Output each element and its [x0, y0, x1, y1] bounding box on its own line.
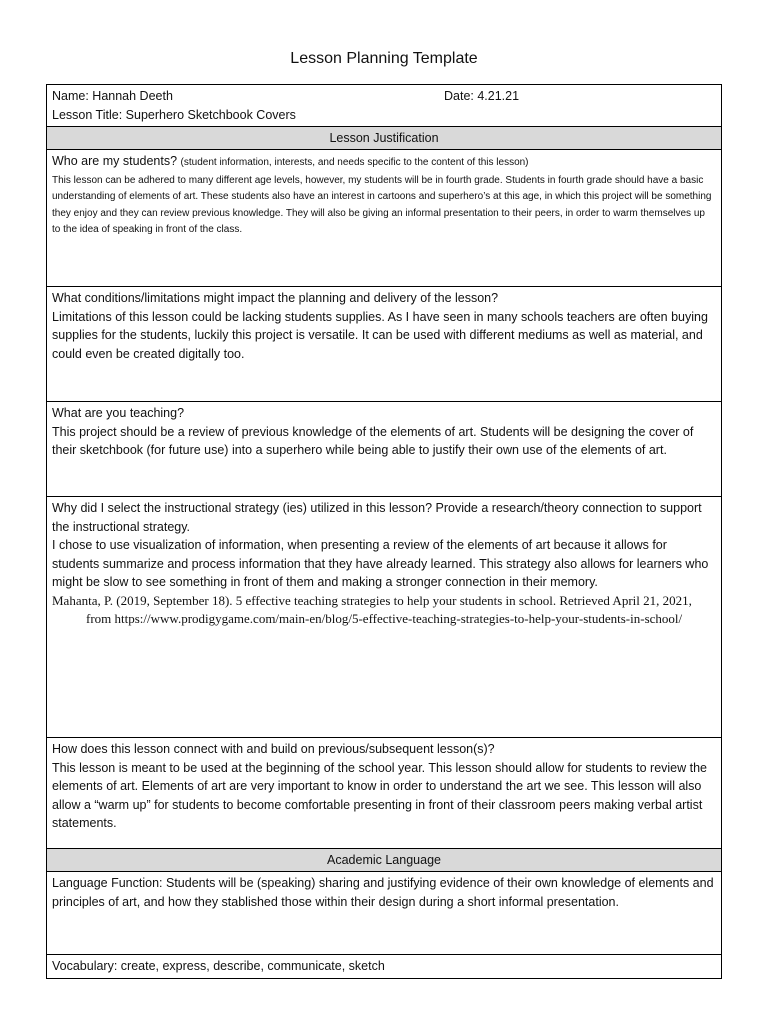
connection-row [47, 738, 722, 849]
vocabulary-text: Vocabulary: create, express, describe, communicate, sketch [52, 959, 385, 973]
strategy-answer: I chose to use visualization of information, when presenting a review of the elements of art because it allows for students summarize and process information that they have already learned. This strategy also allows for learners who might be slow to see something in front of them and making a stronger connection in their memory. [52, 538, 709, 589]
teaching-cell [47, 402, 722, 497]
students-row [47, 150, 722, 287]
strategy-cell [47, 497, 722, 738]
language-function-row [47, 872, 722, 955]
name-field: Name: Hannah Deeth [52, 89, 173, 103]
limitations-question: What conditions/limitations might impact the planning and delivery of the lesson? [52, 291, 499, 305]
limitations-row [47, 287, 722, 402]
teaching-answer: This project should be a review of previous knowledge of the elements of art. Students will be designing the cover of their sketchbook (for future use) into a superhero while being able to justify their own use of the elements of art. [52, 424, 694, 457]
teaching-row [47, 402, 722, 497]
students-cell [47, 150, 722, 287]
connection-answer: This lesson is meant to be used at the beginning of the school year. This lesson should allow for students to review the elements of art. Elements of art are very important to know in order to understand the art we see. This lesson will also allow a “warm up” for students to become comfortable presenting in front of their classroom peers making verbal artist statements. [52, 760, 708, 830]
language-function-text: Language Function: Students will be (speaking) sharing and justifying evidence of their own knowledge of elements and principles of art, and how they stablished those within their design during a short informal presentation. [52, 876, 714, 909]
connection-cell [47, 738, 722, 849]
header-cell [47, 85, 722, 127]
language-function-cell [47, 872, 722, 955]
students-question: Who are my students? [52, 154, 178, 168]
strategy-citation: Mahanta, P. (2019, September 18). 5 effective teaching strategies to help your students in school. Retrieved April 21, 2021, from https://www.prodigygame.com/main-en/blog/5-effective-teaching-strategies-to-help-your-students-in-school/ [52, 592, 692, 626]
section-heading-row [47, 127, 722, 150]
date-field: Date: 4.21.21 [444, 89, 520, 103]
lesson-title-field: Lesson Title: Superhero Sketchbook Covers [52, 107, 296, 122]
students-answer: This lesson can be adhered to many different age levels, however, my students will be in fourth grade. Students in fourth grade should have a basic understanding of elements of art. These students also have an interest in cartoons and superhero’s at this age, in which this project will be something they enjoy and they can review previous knowledge. They will also be giving an informal presentation to their peers, in order to warm themselves up to the idea of speaking in front of the class. [52, 174, 712, 235]
strategy-row [47, 497, 722, 738]
vocabulary-cell [47, 955, 722, 979]
limitations-answer: Limitations of this lesson could be lacking students supplies. As I have seen in many schools teachers are often buying supplies for the students, luckily this project is versatile. It can be used with different mediums as well as material, and could even be created digitally too. [52, 309, 708, 361]
document-title: Lesson Planning Template [290, 50, 478, 67]
limitations-cell [47, 287, 722, 402]
lesson-plan-table [46, 84, 722, 979]
teaching-question: What are you teaching? [52, 406, 185, 420]
section-heading-row [47, 849, 722, 872]
lesson-justification-heading: Lesson Justification [47, 127, 722, 150]
header-row [47, 85, 722, 127]
vocabulary-row [47, 955, 722, 979]
academic-language-heading: Academic Language [47, 849, 722, 872]
strategy-question: Why did I select the instructional strategy (ies) utilized in this lesson? Provide a research/theory connection to support the instructional strategy. [52, 501, 702, 534]
connection-question: How does this lesson connect with and build on previous/subsequent lesson(s)? [52, 742, 495, 756]
students-question-note: (student information, interests, and needs specific to the content of this lesson) [180, 157, 529, 168]
